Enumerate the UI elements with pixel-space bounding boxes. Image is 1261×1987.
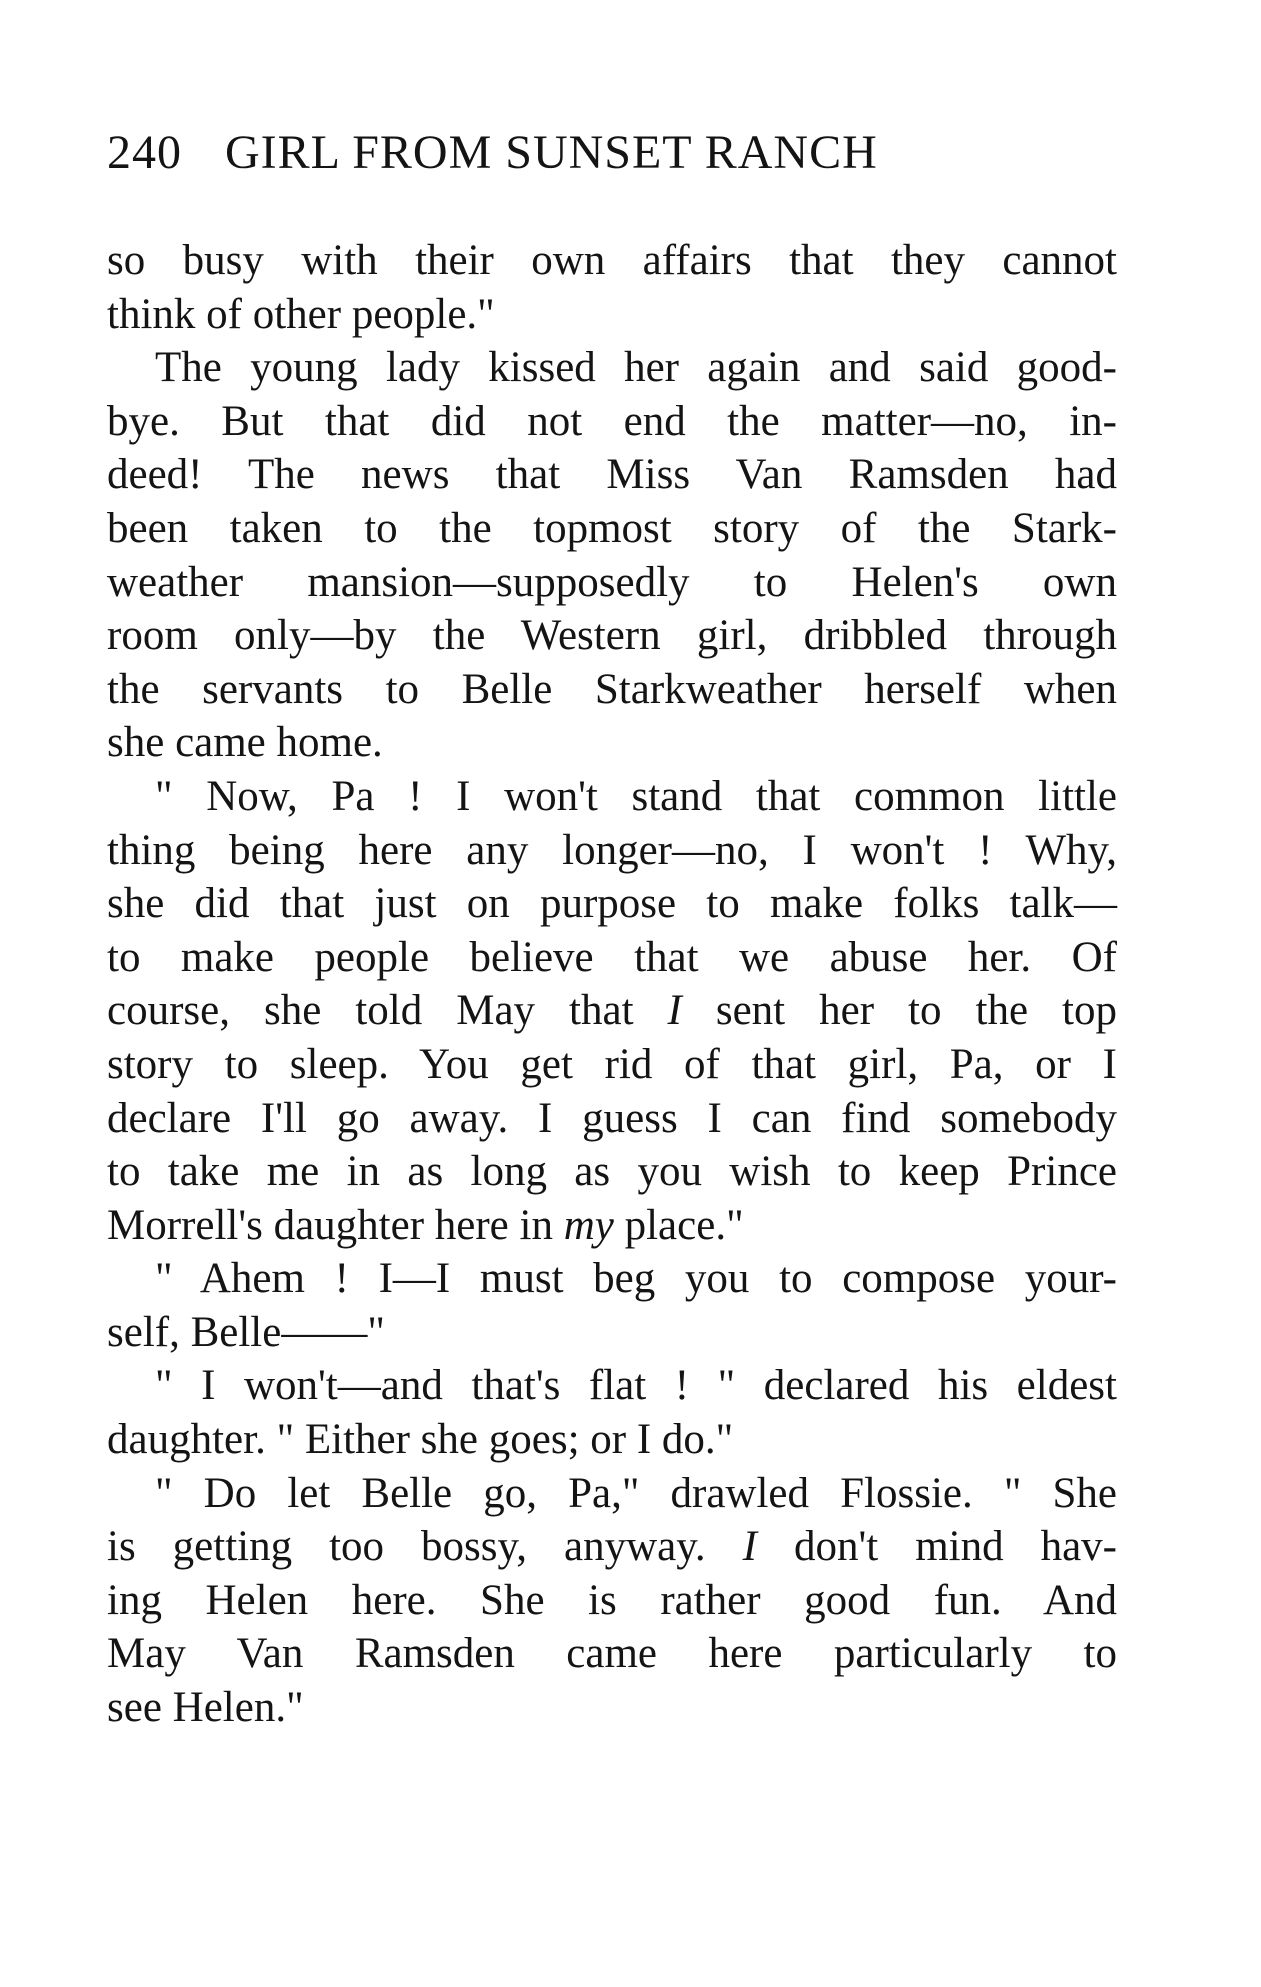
body-text [107,234,1117,1735]
text-segment: to make people believe that we abuse her. Of [107,933,1117,981]
text-line [107,1306,1117,1360]
italic-word: I [742,1523,757,1571]
text-line [107,1413,1117,1467]
text-segment: self, Belle——" [107,1308,385,1356]
text-segment: course, she told May that [107,987,668,1035]
text-segment: to take me in as long as you wish to keep Prince [107,1148,1117,1196]
text-segment: story to sleep. You get rid of that girl, Pa, or I [107,1040,1117,1088]
text-line [107,824,1117,878]
text-segment: " Now, Pa ! I won't stand that common little [155,772,1117,820]
text-segment: May Van Ramsden came here particularly to [107,1630,1117,1678]
text-line [107,1467,1117,1521]
text-line [107,716,1117,770]
text-line [107,234,1117,288]
text-line [107,663,1117,717]
text-segment: Morrell's daughter here in [107,1201,564,1249]
running-header [107,125,1107,180]
text-segment: " Do let Belle go, Pa," drawled Flossie. " She [155,1469,1117,1517]
text-line [107,1681,1117,1735]
text-line [107,1359,1117,1413]
text-line [107,288,1117,342]
italic-word: I [667,987,682,1035]
text-segment: place." [613,1201,744,1249]
text-line [107,1627,1117,1681]
text-line [107,770,1117,824]
text-segment: she came home. [107,719,383,767]
italic-word: my [563,1201,614,1249]
text-line [107,448,1117,502]
running-title: GIRL FROM SUNSET RANCH [225,126,878,179]
text-segment: deed! The news that Miss Van Ramsden had [107,451,1117,499]
text-segment: " Ahem ! I—I must beg you to compose your- [155,1255,1117,1303]
text-line [107,1520,1117,1574]
text-line [107,877,1117,931]
text-segment: so busy with their own affairs that they cannot [107,237,1117,284]
page-number: 240 [107,126,182,179]
text-segment: daughter. " Either she goes; or I do." [107,1416,734,1464]
text-segment: declare I'll go away. I guess I can find somebody [107,1094,1117,1142]
text-line [107,1574,1117,1628]
text-segment: been taken to the topmost story of the Stark- [107,504,1117,552]
text-segment: " I won't—and that's flat ! " declared his eldest [155,1362,1117,1410]
text-segment: don't mind hav- [757,1523,1117,1571]
text-line [107,1199,1117,1253]
text-line [107,984,1117,1038]
text-segment: she did that just on purpose to make folks talk— [107,880,1117,928]
text-line [107,1252,1117,1306]
text-line [107,1092,1117,1146]
text-line [107,502,1117,556]
text-segment: ing Helen here. She is rather good fun. And [107,1576,1117,1624]
text-line [107,1038,1117,1092]
text-segment: is getting too bossy, anyway. [107,1523,743,1571]
text-segment: thing being here any longer—no, I won't ! Why, [107,826,1117,874]
text-segment: room only—by the Western girl, dribbled through [107,612,1117,660]
text-segment: The young lady kissed her again and said good- [155,344,1117,392]
text-segment: weather mansion—supposedly to Helen's own [107,558,1117,606]
text-line [107,931,1117,985]
text-segment: bye. But that did not end the matter—no, in- [107,397,1117,445]
text-line [107,609,1117,663]
text-line [107,395,1117,449]
text-line [107,341,1117,395]
text-segment: sent her to the top [681,987,1117,1035]
text-line [107,556,1117,610]
text-line [107,1145,1117,1199]
text-segment: the servants to Belle Starkweather herself when [107,665,1117,713]
text-segment: see Helen." [107,1684,304,1732]
text-segment: think of other people." [107,290,495,338]
